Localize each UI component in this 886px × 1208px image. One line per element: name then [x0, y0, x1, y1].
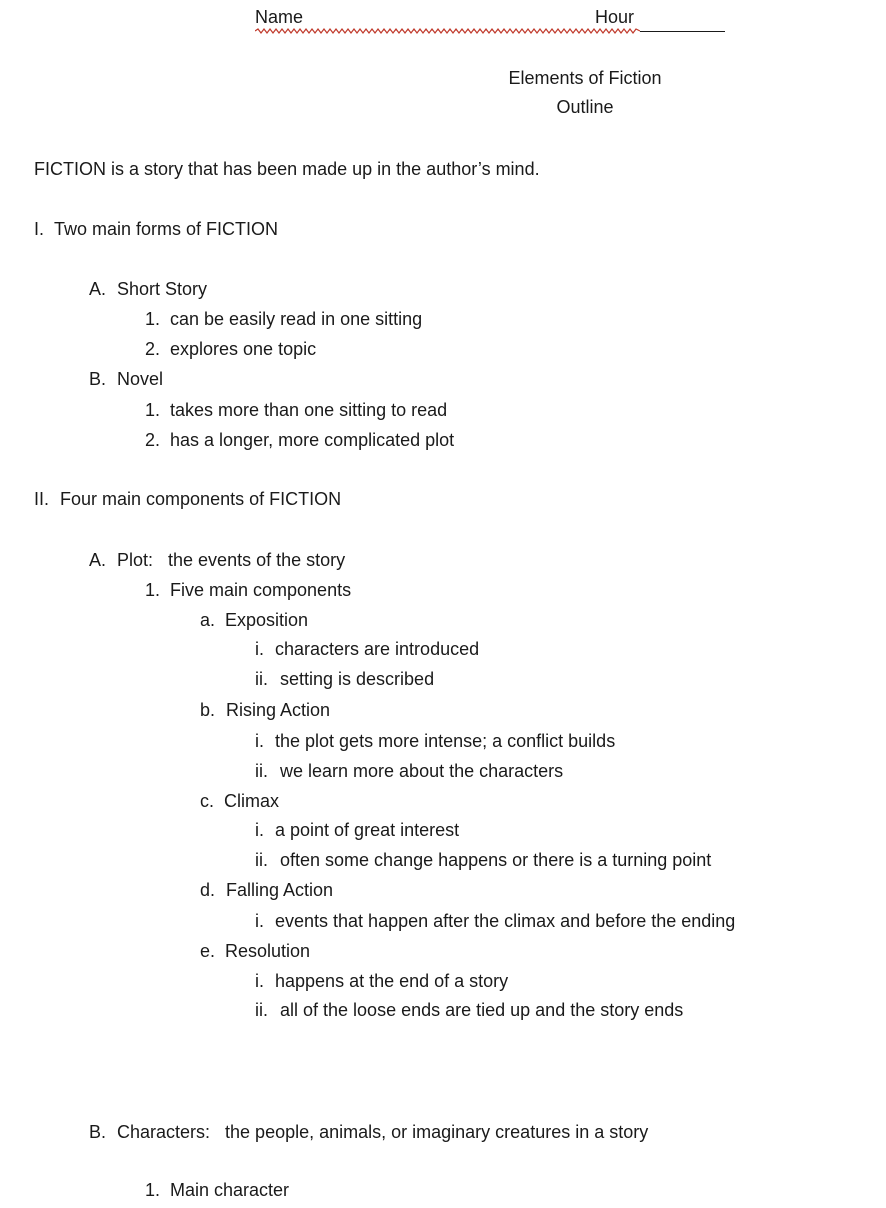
outline-item [34, 218, 278, 240]
document-subtitle: Outline [556, 97, 614, 117]
outline-text: often some change happens or there is a turning point [280, 850, 712, 870]
outline-marker: 1. [145, 580, 161, 600]
outline-text: Characters: the people, animals, or imaginary creatures in a story [117, 1122, 649, 1142]
outline-text: Rising Action [226, 700, 331, 720]
outline-item [89, 1121, 648, 1143]
outline-text: Falling Action [226, 880, 334, 900]
outline-marker: ii. [255, 669, 268, 689]
outline-text: we learn more about the characters [280, 761, 564, 781]
outline-marker: i. [255, 639, 264, 659]
outline-text: Plot: the events of the story [117, 550, 346, 570]
outline-text: events that happen after the climax and before the ending [275, 911, 736, 931]
outline-item [145, 338, 316, 360]
outline-item [255, 730, 615, 752]
outline-item [255, 819, 459, 841]
outline-marker: I. [34, 219, 45, 239]
outline-marker: c. [200, 791, 215, 811]
outline-marker: 1. [145, 1180, 161, 1200]
outline-item [255, 668, 434, 690]
outline-text: Five main components [170, 580, 352, 600]
outline-marker: ii. [255, 850, 268, 870]
outline-text: the plot gets more intense; a conflict builds [275, 731, 616, 751]
outline-marker: 1. [145, 400, 161, 420]
outline-text: explores one topic [170, 339, 317, 359]
outline-item [255, 999, 683, 1021]
outline-text: Short Story [117, 279, 208, 299]
outline-item [145, 429, 454, 451]
name-label: Name [255, 7, 304, 27]
outline-item [255, 910, 735, 932]
outline-text: Resolution [225, 941, 311, 961]
outline-item [200, 790, 279, 812]
outline-marker: B. [89, 369, 107, 389]
outline-marker: ii. [255, 761, 268, 781]
outline-marker: A. [89, 550, 107, 570]
name-hour-header [255, 7, 725, 33]
outline-text: Four main components of FICTION [60, 489, 342, 509]
outline-text: a point of great interest [275, 820, 460, 840]
outline-marker: 2. [145, 339, 161, 359]
outline-text: characters are introduced [275, 639, 480, 659]
outline-item [34, 488, 341, 510]
outline-marker: d. [200, 880, 216, 900]
outline-text: setting is described [280, 669, 435, 689]
outline-marker: i. [255, 911, 264, 931]
hour-label: Hour [595, 7, 635, 27]
outline-marker: a. [200, 610, 216, 630]
outline-marker: i. [255, 731, 264, 751]
outline-marker: ii. [255, 1000, 268, 1020]
outline-item [145, 1179, 289, 1201]
hour-blank-line [640, 31, 725, 32]
outline-text: Exposition [225, 610, 309, 630]
outline-marker: II. [34, 489, 50, 509]
outline-item [200, 699, 330, 721]
outline-marker: 2. [145, 430, 161, 450]
outline-marker: A. [89, 279, 107, 299]
outline-item [255, 970, 508, 992]
document-title: Elements of Fiction [508, 68, 662, 88]
outline-marker: b. [200, 700, 216, 720]
outline-text: Two main forms of FICTION [54, 219, 279, 239]
outline-text: Climax [224, 791, 280, 811]
outline-text: Main character [170, 1180, 290, 1200]
outline-item [89, 278, 207, 300]
outline-item [89, 549, 345, 571]
outline-text: takes more than one sitting to read [170, 400, 448, 420]
outline-item [255, 638, 479, 660]
outline-item [145, 308, 422, 330]
outline-item [145, 579, 351, 601]
outline-text: happens at the end of a story [275, 971, 509, 991]
outline-item [200, 940, 310, 962]
outline-marker: i. [255, 971, 264, 991]
outline-marker: 1. [145, 309, 161, 329]
outline-item [145, 399, 447, 421]
outline-text: all of the loose ends are tied up and the story ends [280, 1000, 684, 1020]
spellcheck-squiggle [255, 28, 640, 34]
outline-item [200, 879, 333, 901]
outline-item [255, 849, 711, 871]
outline-text: can be easily read in one sitting [170, 309, 423, 329]
outline-item [200, 609, 308, 631]
outline-text: has a longer, more complicated plot [170, 430, 455, 450]
outline-marker: B. [89, 1122, 107, 1142]
intro-paragraph: FICTION is a story that has been made up in the author’s mind. [34, 159, 540, 179]
outline-item [255, 760, 563, 782]
outline-item [89, 368, 163, 390]
outline-marker: i. [255, 820, 264, 840]
outline-text: Novel [117, 369, 164, 389]
outline-marker: e. [200, 941, 216, 961]
